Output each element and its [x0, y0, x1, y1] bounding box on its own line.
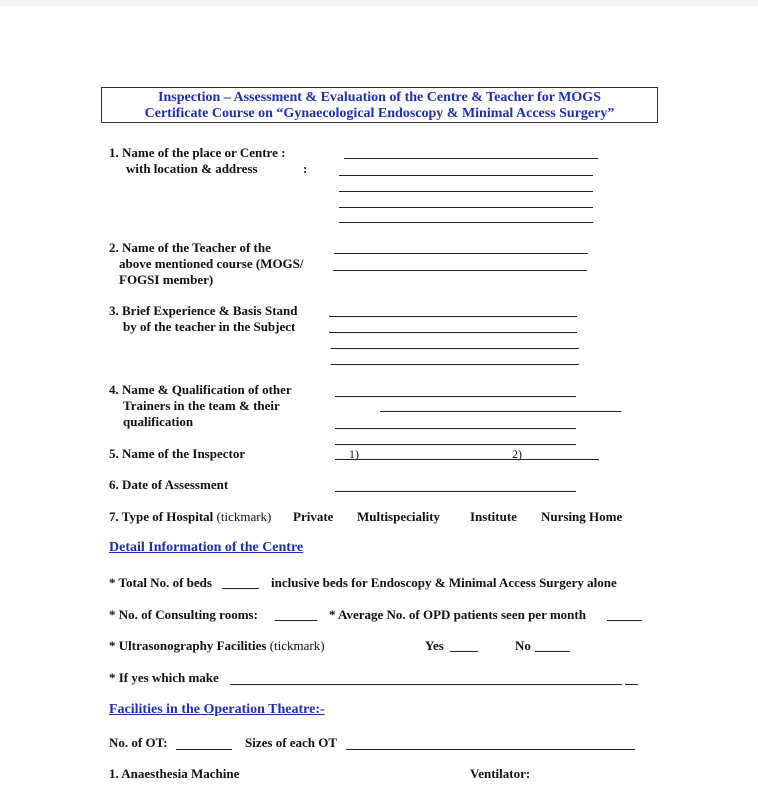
- q1-colon: :: [303, 161, 308, 176]
- ot-sizes-label: Sizes of each OT: [245, 735, 338, 750]
- consulting-rooms-answer-line[interactable]: [275, 620, 317, 621]
- q2-answer-line-1[interactable]: [334, 253, 588, 254]
- q1-label-line1: 1. Name of the place or Centre :: [109, 145, 286, 160]
- q5-answer-line[interactable]: [335, 459, 599, 460]
- consulting-rooms-label: * No. of Consulting rooms:: [109, 607, 258, 622]
- q2-label-line2: above mentioned course (MOGS/: [119, 256, 304, 271]
- q4-answer-line-1[interactable]: [335, 396, 576, 397]
- q7-row: [109, 509, 271, 525]
- usg-make-answer-line[interactable]: [230, 684, 622, 685]
- usg-hint: (tickmark): [269, 638, 325, 653]
- q1-answer-line-4[interactable]: [339, 207, 593, 208]
- q3-label-line1: 3. Brief Experience & Basis Stand: [109, 303, 298, 318]
- q7-option-private[interactable]: Private: [293, 509, 334, 524]
- usg-no-label: No: [515, 638, 531, 653]
- q1-answer-line-5[interactable]: [339, 222, 593, 223]
- usg-no-answer-line[interactable]: [535, 651, 570, 652]
- q1-answer-line-2[interactable]: [339, 175, 593, 176]
- ot-sizes-answer-line[interactable]: [346, 749, 635, 750]
- anaesthesia-machine-label: 1. Anaesthesia Machine: [109, 766, 240, 781]
- q4-answer-line-3[interactable]: [335, 428, 576, 429]
- ot-count-answer-line[interactable]: [176, 749, 232, 750]
- q7-option-nursing-home[interactable]: Nursing Home: [541, 509, 623, 524]
- q6-answer-line[interactable]: [335, 491, 576, 492]
- q2-label-line1: 2. Name of the Teacher of the: [109, 240, 271, 255]
- q7-hint: (tickmark): [216, 509, 272, 524]
- q2-label-line3: FOGSI member): [119, 272, 214, 287]
- form-title-line2: Certificate Course on “Gynaecological Endoscopy & Minimal Access Surgery”: [144, 106, 615, 121]
- beds-label: * Total No. of beds: [109, 575, 212, 590]
- ot-section-heading: Facilities in the Operation Theatre:-: [109, 702, 325, 717]
- q1-answer-line-3[interactable]: [339, 191, 593, 192]
- q3-answer-line-1[interactable]: [329, 316, 577, 317]
- q7-option-institute[interactable]: Institute: [470, 509, 517, 524]
- form-title-line1: Inspection – Assessment & Evaluation of the Centre & Teacher for MOGS: [158, 90, 601, 105]
- q7-label: 7. Type of Hospital: [109, 509, 214, 524]
- q4-answer-line-4[interactable]: [335, 444, 576, 445]
- q1-label-line2: with location & address: [126, 161, 258, 176]
- q3-answer-line-2[interactable]: [329, 332, 577, 333]
- q5-slot2-label: 2): [512, 447, 522, 461]
- q4-label-line1: 4. Name & Qualification of other: [109, 382, 292, 397]
- q5-label: 5. Name of the Inspector: [109, 446, 246, 461]
- usg-row: [109, 638, 325, 654]
- usg-yes-answer-line[interactable]: [450, 651, 478, 652]
- q4-label-line3: qualification: [123, 414, 194, 429]
- q3-label-line2: by of the teacher in the Subject: [123, 319, 296, 334]
- usg-yes-label: Yes: [425, 638, 444, 653]
- opd-answer-line[interactable]: [607, 620, 642, 621]
- form-title-box: [101, 87, 658, 123]
- opd-label: * Average No. of OPD patients seen per month: [329, 607, 586, 622]
- q6-label: 6. Date of Assessment: [109, 477, 229, 492]
- q2-answer-line-2[interactable]: [333, 270, 587, 271]
- ventilator-label: Ventilator:: [470, 766, 531, 781]
- q3-answer-line-3[interactable]: [331, 348, 579, 349]
- beds-answer-line[interactable]: [222, 588, 259, 589]
- q4-label-line2: Trainers in the team & their: [123, 398, 280, 413]
- usg-label: * Ultrasonography Facilities: [109, 638, 267, 653]
- q7-option-multispeciality[interactable]: Multispeciality: [357, 509, 441, 524]
- q1-answer-line-1[interactable]: [344, 158, 598, 159]
- usg-make-label: * If yes which make: [109, 670, 219, 685]
- usg-make-answer-line-end[interactable]: [625, 684, 638, 685]
- q4-answer-line-2[interactable]: [380, 411, 621, 412]
- q5-slot1-label: 1): [349, 447, 359, 461]
- q3-answer-line-4[interactable]: [331, 364, 579, 365]
- beds-suffix: inclusive beds for Endoscopy & Minimal Access Surgery alone: [271, 575, 617, 590]
- page-top-strip: [0, 0, 758, 6]
- detail-section-heading: Detail Information of the Centre: [109, 540, 304, 555]
- ot-count-label: No. of OT:: [109, 735, 168, 750]
